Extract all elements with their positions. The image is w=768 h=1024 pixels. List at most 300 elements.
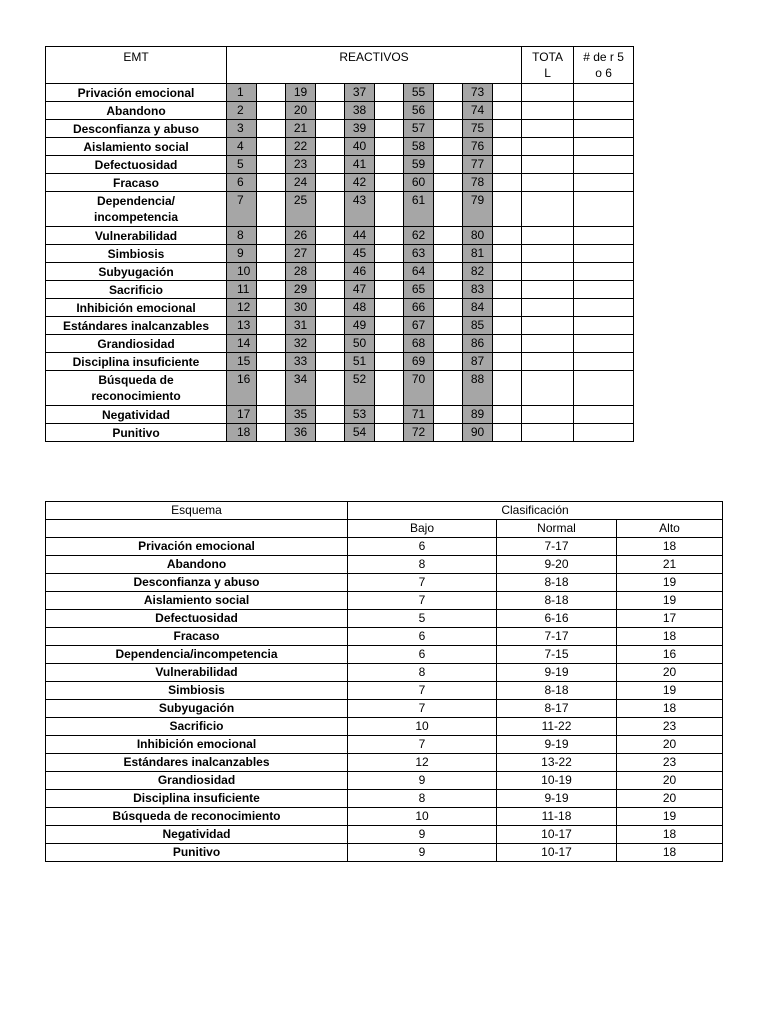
table-row (46, 538, 723, 556)
count-cell[interactable] (574, 281, 634, 299)
item-number: 14 (227, 335, 257, 353)
answer-cell[interactable] (257, 120, 286, 138)
item-number: 50 (345, 335, 375, 353)
table-row (46, 227, 634, 245)
answer-cell[interactable] (434, 317, 463, 335)
item-number: 2 (227, 102, 257, 120)
item-number: 68 (404, 335, 434, 353)
normal-range: 10-17 (497, 826, 617, 844)
item-number: 47 (345, 281, 375, 299)
answer-cell[interactable] (493, 138, 522, 156)
total-cell[interactable] (522, 317, 574, 335)
answer-cell[interactable] (257, 353, 286, 371)
normal-range: 7-15 (497, 646, 617, 664)
item-number: 23 (286, 156, 316, 174)
total-header-line1: TOTA (532, 50, 563, 64)
answer-cell[interactable] (316, 281, 345, 299)
normal-range: 8-18 (497, 592, 617, 610)
table-row (46, 718, 723, 736)
answer-cell[interactable] (434, 406, 463, 424)
item-number: 9 (227, 245, 257, 263)
answer-cell[interactable] (493, 263, 522, 281)
table-row (46, 772, 723, 790)
table-row (46, 556, 723, 574)
answer-cell[interactable] (316, 299, 345, 317)
answer-cell[interactable] (257, 299, 286, 317)
table-row (46, 610, 723, 628)
answer-cell[interactable] (316, 102, 345, 120)
table-row (46, 628, 723, 646)
count-cell[interactable] (574, 335, 634, 353)
answer-cell[interactable] (375, 317, 404, 335)
normal-range: 7-17 (497, 628, 617, 646)
total-cell[interactable] (522, 263, 574, 281)
schema-name-line: Abandono (106, 103, 166, 118)
answer-cell[interactable] (493, 192, 522, 227)
table-row (46, 682, 723, 700)
total-cell[interactable] (522, 299, 574, 317)
answer-cell[interactable] (375, 353, 404, 371)
count-header (574, 47, 634, 84)
table-row (46, 808, 723, 826)
bajo-value: 7 (348, 682, 497, 700)
bajo-value: 8 (348, 790, 497, 808)
schema-name-line: Sacrificio (108, 282, 164, 297)
table-row (46, 826, 723, 844)
answer-cell[interactable] (257, 263, 286, 281)
answer-cell[interactable] (316, 192, 345, 227)
item-number: 63 (404, 245, 434, 263)
answer-cell[interactable] (257, 335, 286, 353)
total-cell[interactable] (522, 227, 574, 245)
item-number: 48 (345, 299, 375, 317)
bajo-value: 6 (348, 538, 497, 556)
bajo-value: 5 (348, 610, 497, 628)
schema-name (46, 227, 227, 245)
alto-value: 21 (617, 556, 723, 574)
table-row (46, 174, 634, 192)
answer-cell[interactable] (257, 281, 286, 299)
answer-cell[interactable] (375, 227, 404, 245)
count-cell[interactable] (574, 406, 634, 424)
count-cell[interactable] (574, 192, 634, 227)
item-number: 60 (404, 174, 434, 192)
count-cell[interactable] (574, 174, 634, 192)
esquema-header: Esquema (46, 502, 348, 520)
count-cell[interactable] (574, 227, 634, 245)
normal-range: 10-17 (497, 844, 617, 862)
answer-cell[interactable] (375, 263, 404, 281)
schema-name-line: Aislamiento social (83, 139, 189, 154)
count-cell[interactable] (574, 102, 634, 120)
answer-cell[interactable] (434, 156, 463, 174)
answer-cell[interactable] (316, 120, 345, 138)
schema-name (46, 371, 227, 406)
bajo-value: 10 (348, 718, 497, 736)
item-number: 19 (286, 84, 316, 102)
alto-value: 20 (617, 736, 723, 754)
item-number: 88 (463, 371, 493, 406)
answer-cell[interactable] (257, 227, 286, 245)
table-row (46, 592, 723, 610)
table-row (46, 317, 634, 335)
table-row (46, 574, 723, 592)
item-number: 57 (404, 120, 434, 138)
count-cell[interactable] (574, 138, 634, 156)
answer-cell[interactable] (493, 317, 522, 335)
item-number: 13 (227, 317, 257, 335)
item-number: 64 (404, 263, 434, 281)
bajo-value: 7 (348, 592, 497, 610)
item-number: 26 (286, 227, 316, 245)
answer-cell[interactable] (375, 371, 404, 406)
answer-cell[interactable] (493, 227, 522, 245)
answer-cell[interactable] (375, 299, 404, 317)
item-number: 37 (345, 84, 375, 102)
answer-cell[interactable] (316, 317, 345, 335)
table-row (46, 335, 634, 353)
bajo-value: 7 (348, 574, 497, 592)
answer-cell[interactable] (434, 245, 463, 263)
alto-value: 18 (617, 844, 723, 862)
schema-name (46, 335, 227, 353)
schema-name-line: Simbiosis (107, 246, 165, 261)
answer-cell[interactable] (434, 84, 463, 102)
answer-cell[interactable] (257, 317, 286, 335)
schema-name: Aislamiento social (46, 592, 348, 610)
bajo-header: Bajo (348, 520, 497, 538)
item-number: 24 (286, 174, 316, 192)
answer-cell[interactable] (434, 174, 463, 192)
item-number: 90 (463, 424, 493, 442)
table-row (46, 192, 634, 227)
answer-cell[interactable] (375, 138, 404, 156)
bajo-value: 10 (348, 808, 497, 826)
answer-cell[interactable] (434, 263, 463, 281)
alto-value: 18 (617, 826, 723, 844)
answer-cell[interactable] (493, 371, 522, 406)
count-cell[interactable] (574, 84, 634, 102)
total-cell[interactable] (522, 120, 574, 138)
answer-cell[interactable] (375, 84, 404, 102)
answer-cell[interactable] (375, 245, 404, 263)
alto-value: 18 (617, 538, 723, 556)
answer-cell[interactable] (257, 245, 286, 263)
answer-cell[interactable] (493, 299, 522, 317)
item-number: 65 (404, 281, 434, 299)
answer-cell[interactable] (493, 406, 522, 424)
answer-cell[interactable] (257, 84, 286, 102)
answer-cell[interactable] (375, 156, 404, 174)
total-cell[interactable] (522, 138, 574, 156)
table-row (46, 245, 634, 263)
item-number: 67 (404, 317, 434, 335)
total-cell[interactable] (522, 102, 574, 120)
item-number: 59 (404, 156, 434, 174)
answer-cell[interactable] (257, 406, 286, 424)
total-cell[interactable] (522, 424, 574, 442)
answer-cell[interactable] (493, 120, 522, 138)
schema-name-line: Negatividad (101, 407, 170, 422)
answer-cell[interactable] (257, 424, 286, 442)
item-number: 31 (286, 317, 316, 335)
answer-cell[interactable] (257, 102, 286, 120)
schema-name (46, 84, 227, 102)
item-number: 75 (463, 120, 493, 138)
answer-cell[interactable] (434, 102, 463, 120)
total-cell[interactable] (522, 335, 574, 353)
item-number: 5 (227, 156, 257, 174)
answer-cell[interactable] (493, 353, 522, 371)
answer-cell[interactable] (493, 174, 522, 192)
table-row (46, 353, 634, 371)
table-header-row (46, 502, 723, 520)
answer-cell[interactable] (493, 84, 522, 102)
schema-name-line: Dependencia/ (96, 194, 176, 208)
answer-cell[interactable] (316, 406, 345, 424)
bajo-value: 8 (348, 556, 497, 574)
count-cell[interactable] (574, 424, 634, 442)
answer-cell[interactable] (493, 102, 522, 120)
answer-cell[interactable] (434, 299, 463, 317)
schema-name-line: Disciplina insuficiente (72, 354, 200, 369)
item-number: 58 (404, 138, 434, 156)
answer-cell[interactable] (434, 424, 463, 442)
schema-name-line: Vulnerabilidad (94, 228, 178, 243)
answer-cell[interactable] (316, 84, 345, 102)
schema-name: Grandiosidad (46, 772, 348, 790)
normal-range: 11-18 (497, 808, 617, 826)
schema-name-line: Estándares inalcanzables (62, 318, 210, 333)
schema-name-line: Desconfianza y abuso (72, 121, 200, 136)
answer-cell[interactable] (316, 353, 345, 371)
answer-cell[interactable] (375, 406, 404, 424)
schema-name: Desconfianza y abuso (46, 574, 348, 592)
answer-cell[interactable] (375, 192, 404, 227)
schema-name (46, 120, 227, 138)
schema-name (46, 156, 227, 174)
total-cell[interactable] (522, 353, 574, 371)
empty-cell (46, 520, 348, 538)
item-number: 12 (227, 299, 257, 317)
item-number: 22 (286, 138, 316, 156)
table-row (46, 790, 723, 808)
count-cell[interactable] (574, 299, 634, 317)
answer-cell[interactable] (316, 138, 345, 156)
count-cell[interactable] (574, 317, 634, 335)
total-cell[interactable] (522, 156, 574, 174)
item-number: 29 (286, 281, 316, 299)
count-cell[interactable] (574, 353, 634, 371)
item-number: 86 (463, 335, 493, 353)
alto-value: 18 (617, 628, 723, 646)
item-number: 70 (404, 371, 434, 406)
answer-cell[interactable] (257, 156, 286, 174)
schema-name: Punitivo (46, 844, 348, 862)
answer-cell[interactable] (434, 281, 463, 299)
item-number: 73 (463, 84, 493, 102)
schema-name (46, 299, 227, 317)
item-number: 4 (227, 138, 257, 156)
schema-name: Subyugación (46, 700, 348, 718)
bajo-value: 12 (348, 754, 497, 772)
schema-name: Defectuosidad (46, 610, 348, 628)
total-cell[interactable] (522, 84, 574, 102)
answer-cell[interactable] (316, 156, 345, 174)
total-cell[interactable] (522, 174, 574, 192)
item-number: 69 (404, 353, 434, 371)
count-cell[interactable] (574, 371, 634, 406)
table-row (46, 84, 634, 102)
table-row (46, 424, 634, 442)
answer-cell[interactable] (434, 335, 463, 353)
answer-cell[interactable] (257, 192, 286, 227)
item-number: 6 (227, 174, 257, 192)
answer-cell[interactable] (493, 156, 522, 174)
alto-value: 19 (617, 574, 723, 592)
schema-name: Inhibición emocional (46, 736, 348, 754)
item-number: 54 (345, 424, 375, 442)
answer-cell[interactable] (493, 335, 522, 353)
alto-value: 19 (617, 592, 723, 610)
normal-header: Normal (497, 520, 617, 538)
answer-cell[interactable] (493, 245, 522, 263)
item-number: 79 (463, 192, 493, 227)
answer-cell[interactable] (493, 281, 522, 299)
item-number: 8 (227, 227, 257, 245)
total-header (522, 47, 574, 84)
answer-cell[interactable] (257, 138, 286, 156)
table-row (46, 120, 634, 138)
schema-name (46, 281, 227, 299)
answer-cell[interactable] (375, 102, 404, 120)
item-number: 40 (345, 138, 375, 156)
answer-cell[interactable] (316, 245, 345, 263)
normal-range: 13-22 (497, 754, 617, 772)
schema-name: Disciplina insuficiente (46, 790, 348, 808)
item-number: 72 (404, 424, 434, 442)
answer-cell[interactable] (316, 335, 345, 353)
schema-name-line: reconocimiento (91, 389, 181, 403)
schema-name (46, 245, 227, 263)
schema-name (46, 192, 227, 227)
count-cell[interactable] (574, 263, 634, 281)
item-number: 15 (227, 353, 257, 371)
answer-cell[interactable] (375, 174, 404, 192)
total-cell[interactable] (522, 371, 574, 406)
item-number: 35 (286, 406, 316, 424)
item-number: 71 (404, 406, 434, 424)
answer-cell[interactable] (316, 424, 345, 442)
count-cell[interactable] (574, 245, 634, 263)
answer-cell[interactable] (375, 120, 404, 138)
item-number: 25 (286, 192, 316, 227)
answer-cell[interactable] (375, 424, 404, 442)
clasificacion-header: Clasificación (348, 502, 723, 520)
item-number: 49 (345, 317, 375, 335)
schema-name (46, 406, 227, 424)
bajo-value: 9 (348, 772, 497, 790)
count-cell[interactable] (574, 120, 634, 138)
total-cell[interactable] (522, 281, 574, 299)
answer-cell[interactable] (316, 371, 345, 406)
schema-name-line: Subyugación (98, 264, 174, 279)
item-number: 20 (286, 102, 316, 120)
table-row (46, 263, 634, 281)
answer-cell[interactable] (316, 263, 345, 281)
item-number: 1 (227, 84, 257, 102)
item-number: 82 (463, 263, 493, 281)
alto-value: 16 (617, 646, 723, 664)
table-row (46, 844, 723, 862)
item-number: 27 (286, 245, 316, 263)
total-cell[interactable] (522, 245, 574, 263)
alto-value: 20 (617, 664, 723, 682)
schema-name: Búsqueda de reconocimiento (46, 808, 348, 826)
answer-cell[interactable] (375, 281, 404, 299)
schema-name-line: Fracaso (112, 175, 160, 190)
alto-header: Alto (617, 520, 723, 538)
total-cell[interactable] (522, 192, 574, 227)
item-number: 3 (227, 120, 257, 138)
answer-cell[interactable] (434, 138, 463, 156)
item-number: 51 (345, 353, 375, 371)
schema-name-line: Grandiosidad (97, 336, 175, 351)
item-number: 89 (463, 406, 493, 424)
item-number: 39 (345, 120, 375, 138)
alto-value: 18 (617, 700, 723, 718)
item-number: 61 (404, 192, 434, 227)
schema-name: Abandono (46, 556, 348, 574)
item-number: 30 (286, 299, 316, 317)
schema-name (46, 353, 227, 371)
answer-cell[interactable] (375, 335, 404, 353)
answer-cell[interactable] (434, 353, 463, 371)
answer-cell[interactable] (434, 227, 463, 245)
schema-name: Estándares inalcanzables (46, 754, 348, 772)
table-row (46, 646, 723, 664)
answer-cell[interactable] (316, 227, 345, 245)
schema-name-line: Privación emocional (77, 85, 195, 100)
answer-cell[interactable] (257, 174, 286, 192)
answer-cell[interactable] (434, 371, 463, 406)
answer-cell[interactable] (493, 424, 522, 442)
item-number: 85 (463, 317, 493, 335)
item-number: 42 (345, 174, 375, 192)
answer-cell[interactable] (434, 192, 463, 227)
schema-name: Privación emocional (46, 538, 348, 556)
schema-name-line: Inhibición emocional (76, 300, 196, 315)
schema-name-line: Punitivo (112, 425, 160, 440)
alto-value: 19 (617, 682, 723, 700)
bajo-value: 6 (348, 628, 497, 646)
item-number: 32 (286, 335, 316, 353)
schema-name: Fracaso (46, 628, 348, 646)
answer-cell[interactable] (316, 174, 345, 192)
answer-cell[interactable] (434, 120, 463, 138)
table-row (46, 102, 634, 120)
count-cell[interactable] (574, 156, 634, 174)
total-cell[interactable] (522, 406, 574, 424)
bajo-value: 7 (348, 736, 497, 754)
answer-cell[interactable] (257, 371, 286, 406)
item-number: 41 (345, 156, 375, 174)
schema-name (46, 102, 227, 120)
alto-value: 17 (617, 610, 723, 628)
item-number: 74 (463, 102, 493, 120)
table-row (46, 700, 723, 718)
schema-name: Negatividad (46, 826, 348, 844)
